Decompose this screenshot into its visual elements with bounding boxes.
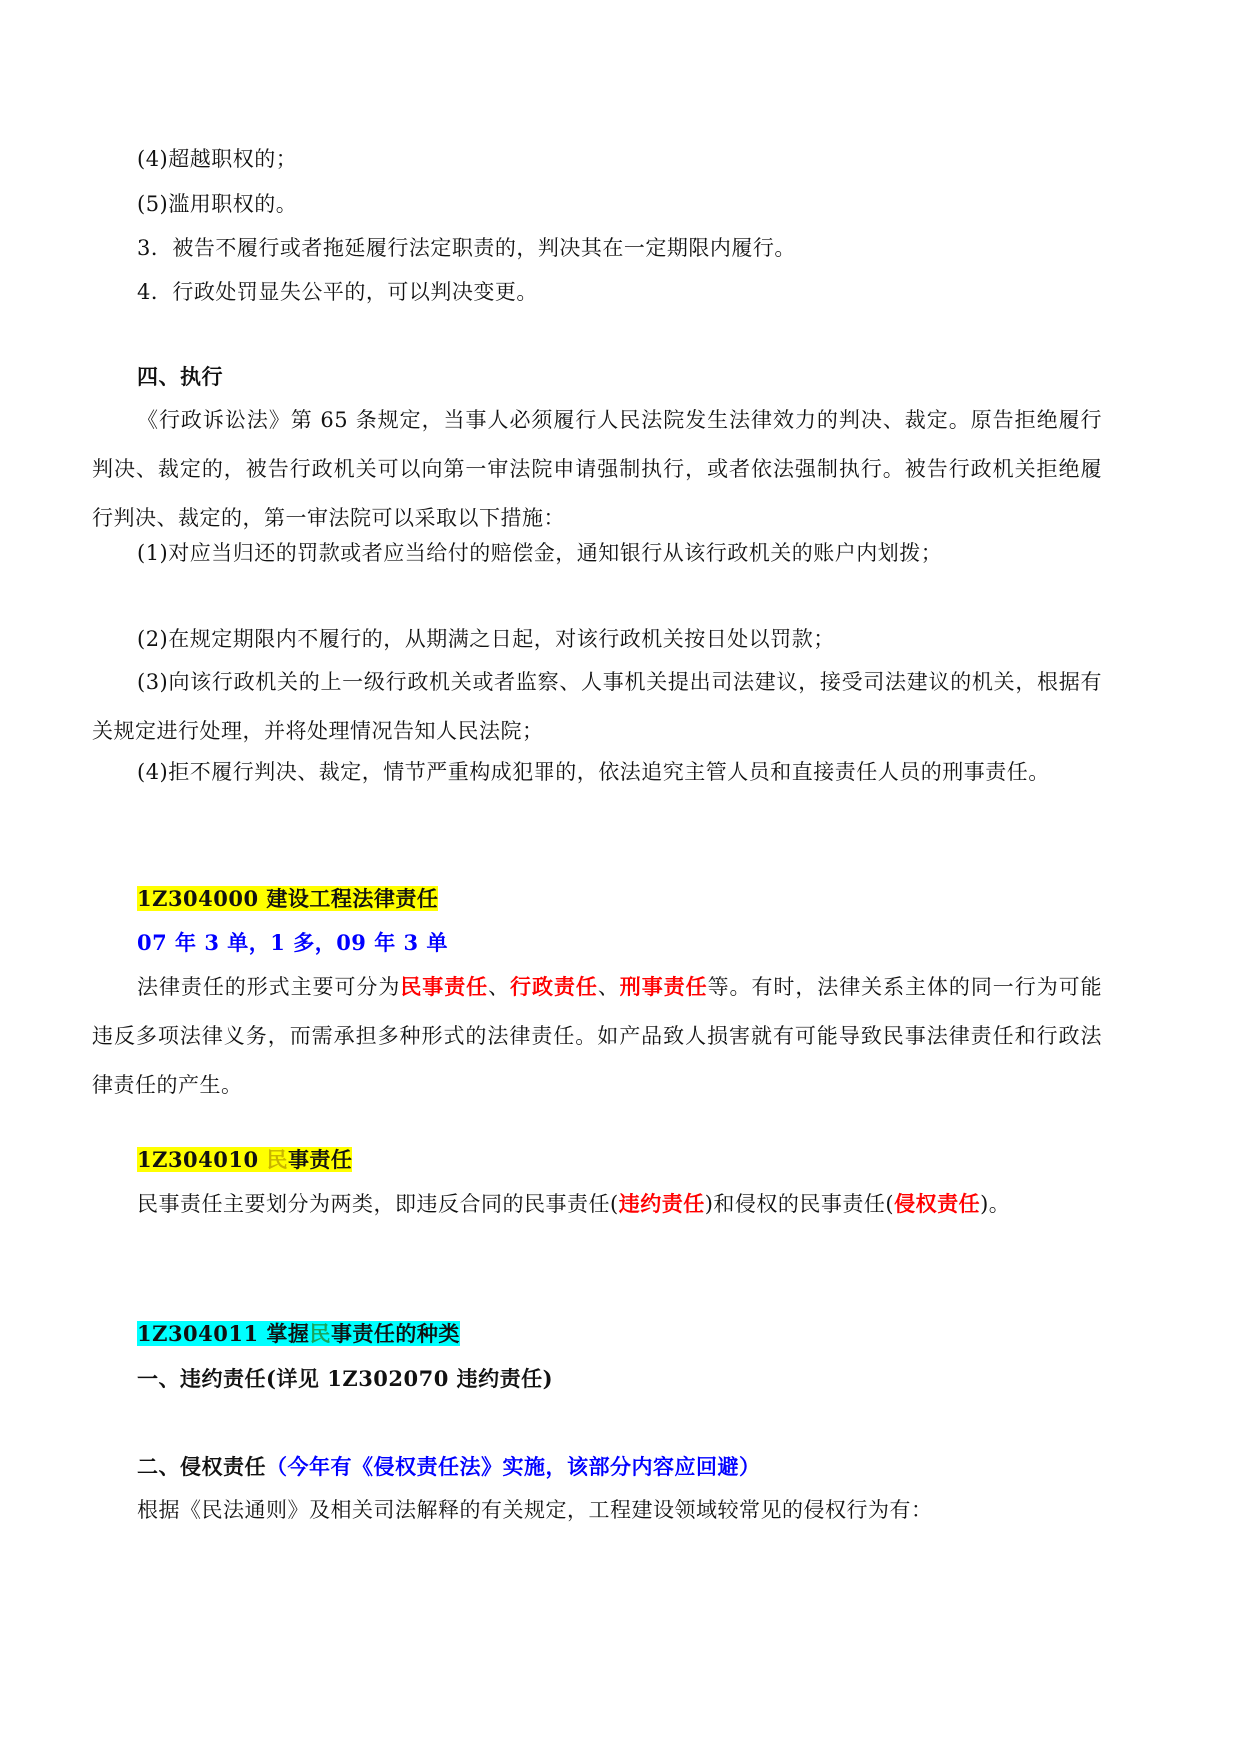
section-heading-execution: 四、执行 (137, 364, 223, 389)
legal-liability-paragraph: 法律责任的形式主要可分为民事责任、行政责任、刑事责任等。有时，法律关系主体的同一行为可能违反多项法律义务，而需承担多种形式的法律责任。如产品致人损害就有可能导致民事法律责任和行政法律责任的产生。 (92, 974, 1103, 1097)
item-breach-liability: 一、违约责任(详见 1Z302070 违约责任) (137, 1366, 554, 1391)
term-tort-liability: 侵权责任 (894, 1191, 981, 1216)
section-heading-legal-liability (137, 887, 1147, 911)
list-item: 3．被告不履行或者拖延履行法定职责的，判决其在一定期限内履行。 (137, 236, 796, 260)
list-item: (4)拒不履行判决、裁定，情节严重构成犯罪的，依法追究主管人员和直接责任人员的刑事责任。 (137, 760, 1050, 784)
section-heading-civil-liability (137, 1148, 1147, 1172)
heading-highlight: 1Z304011 掌握民事责任的种类 (137, 1321, 460, 1346)
civil-liability-paragraph: 民事责任主要划分为两类，即违反合同的民事责任(违约责任)和侵权的民事责任(侵权责任)。 (137, 1191, 1011, 1216)
term-breach-liability: 违约责任 (618, 1191, 705, 1216)
list-item: (5)滥用职权的。 (137, 192, 298, 216)
item-note: （今年有《侵权责任法》实施，该部分内容应回避） (266, 1454, 761, 1479)
term-administrative-liability: 行政责任 (510, 974, 598, 999)
section-heading-civil-types (137, 1322, 1147, 1346)
term-criminal-liability: 刑事责任 (619, 974, 708, 999)
tort-paragraph: 根据《民法通则》及相关司法解释的有关规定，工程建设领域较常见的侵权行为有： (137, 1498, 933, 1522)
list-item: (1)对应当归还的罚款或者应当给付的赔偿金，通知银行从该行政机关的账户内划拨； (137, 541, 943, 565)
list-item: (2)在规定期限内不履行的，从期满之日起，对该行政机关按日处以罚款； (137, 627, 835, 651)
list-item: 4．行政处罚显失公平的，可以判决变更。 (137, 280, 538, 304)
heading-highlight: 1Z304010 民事责任 (137, 1147, 353, 1172)
exam-note: 07 年 3 单，1 多，09 年 3 单 (137, 930, 448, 955)
list-item: (4)超越职权的； (137, 147, 298, 171)
list-item: (3)向该行政机关的上一级行政机关或者监察、人事机关提出司法建议，接受司法建议的机关，根据有关规定进行处理，并将处理情况告知人民法院； (92, 670, 1102, 743)
execution-paragraph: 《行政诉讼法》第 65 条规定，当事人必须履行人民法院发生法律效力的判决、裁定。原告拒绝履行判决、裁定的，被告行政机关可以向第一审法院申请强制执行，或者依法强制执行。被告行政机关拒绝履行判决、裁定的，第一审法院可以采取以下措施： (92, 408, 1102, 530)
item-tort-liability: 二、侵权责任（今年有《侵权责任法》实施，该部分内容应回避） (137, 1454, 761, 1479)
heading-highlight: 1Z304000 建设工程法律责任 (137, 886, 439, 911)
term-civil-liability: 民事责任 (400, 974, 489, 999)
